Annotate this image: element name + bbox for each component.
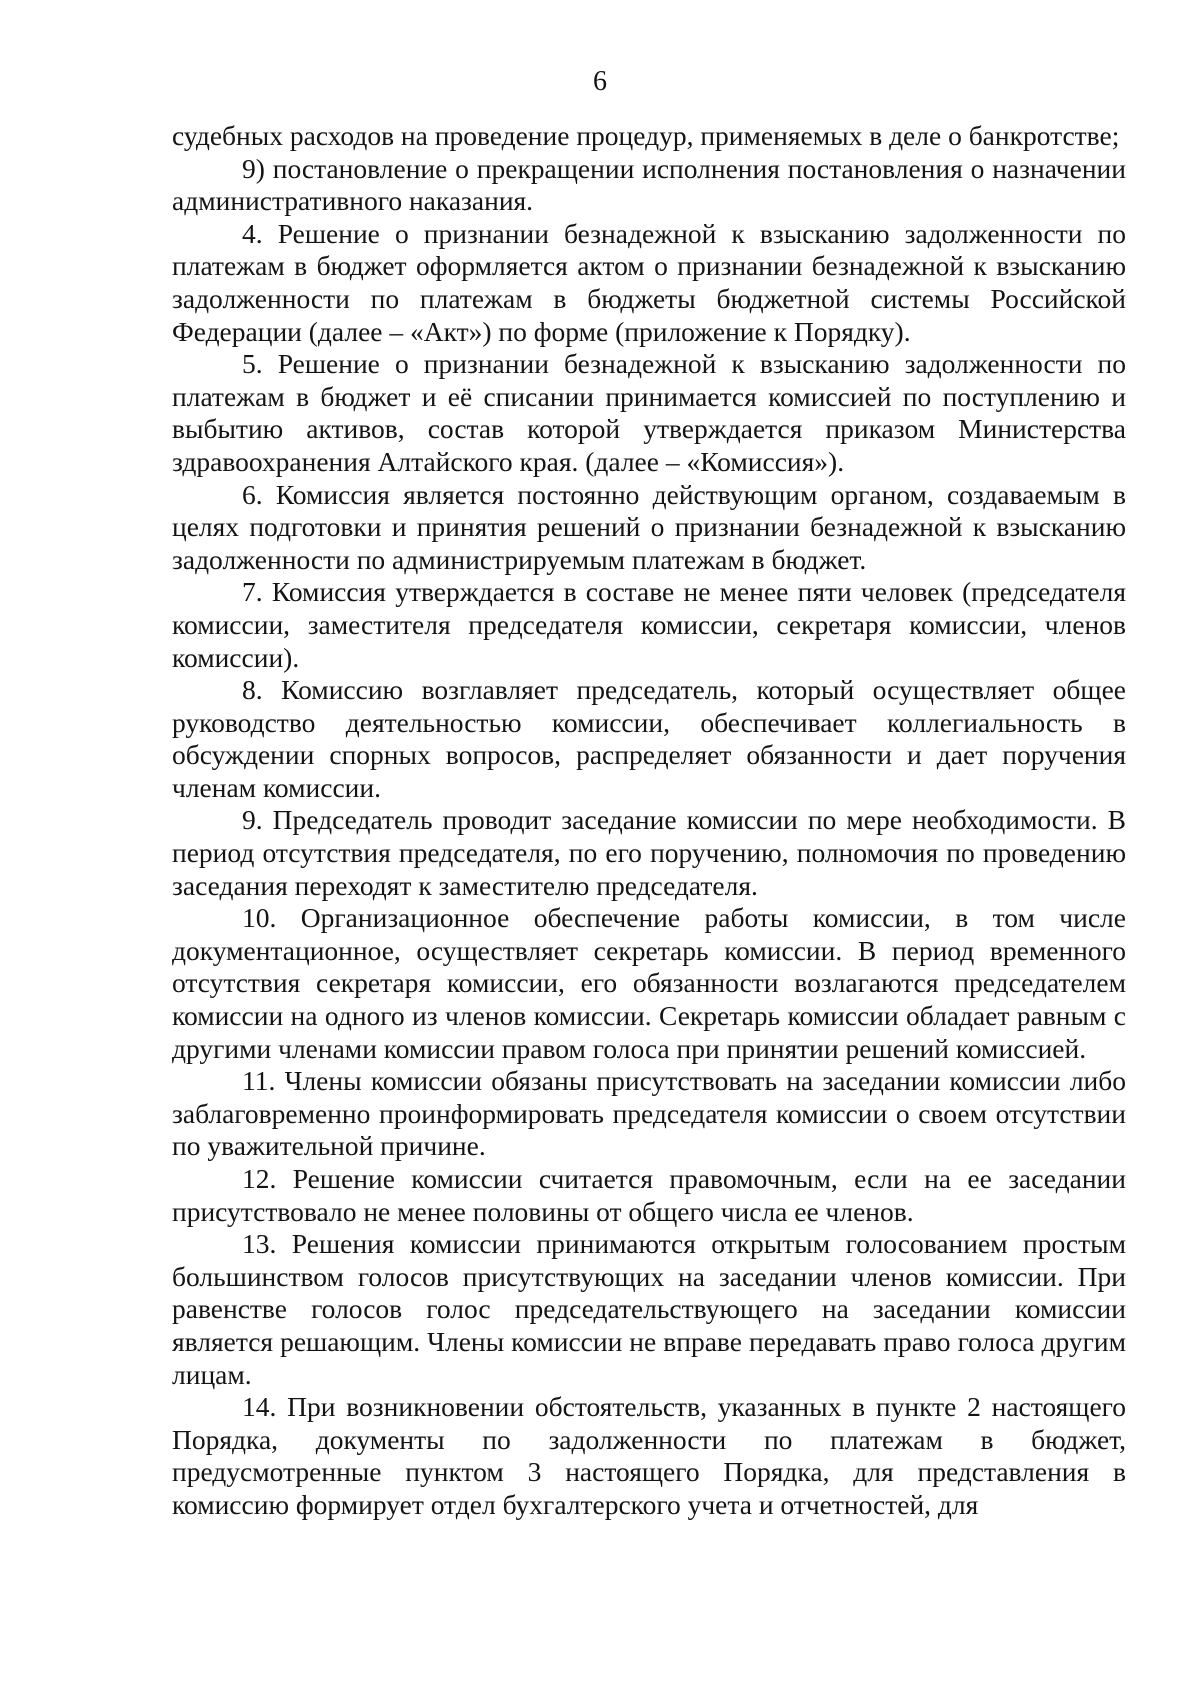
paragraph-10: 10. Организационное обеспечение работы комиссии, в том числе документационное, осуществляет секретарь комиссии. В период временного отсутствия секретаря комиссии, его обязанности возлагаются председателем комиссии на одного из членов комиссии. Секретарь комиссии обладает равным с другими членами комиссии правом голоса при принятии решений комиссией. <box>172 902 1126 1064</box>
paragraph-12: 12. Решение комиссии считается правомочным, если на ее заседании присутствовало не менее половины от общего числа ее членов. <box>172 1163 1126 1227</box>
paragraph-4: 4. Решение о признании безнадежной к взысканию задолженности по платежам в бюджет оформляется актом о признании безнадежной к взысканию задолженности по платежам в бюджеты бюджетной системы Российской Федерации (далее – «Акт») по форме (приложение к Порядку). <box>172 217 1126 347</box>
paragraph-continuation: судебных расходов на проведение процедур, применяемых в деле о банкротстве; <box>172 120 1120 151</box>
paragraph-5: 5. Решение о признании безнадежной к взысканию задолженности по платежам в бюджет и её списании принимается комиссией по поступлению и выбытию активов, состав которой утверждается приказом Министерства здравоохранения Алтайского края. (далее – «Комиссия»). <box>172 348 1126 477</box>
paragraph-6: 6. Комиссия является постоянно действующим органом, создаваемым в целях подготовки и принятия решений о признании безнадежной к взысканию задолженности по администрируемым платежам в бюджет. <box>172 478 1126 575</box>
paragraph-14: 14. При возникновении обстоятельств, указанных в пункте 2 настоящего Порядка, документы по задолженности по платежам в бюджет, предусмотренные пунктом 3 настоящего Порядка, для представления в комиссию формирует отдел бухгалтерского учета и отчетностей, для <box>172 1391 1126 1520</box>
paragraph-7: 7. Комиссия утверждается в составе не менее пяти человек (председателя комиссии, заместителя председателя комиссии, секретаря комиссии, членов комиссии). <box>172 576 1126 673</box>
paragraph-8: 8. Комиссию возглавляет председатель, который осуществляет общее руководство деятельностью комиссии, обеспечивает коллегиальность в обсуждении спорных вопросов, распределяет обязанности и дает поручения членам комиссии. <box>172 674 1126 803</box>
document-body <box>172 120 1126 1522</box>
paragraph-9: 9. Председатель проводит заседание комиссии по мере необходимости. В период отсутствия председателя, по его поручению, полномочия по проведению заседания переходят к заместителю председателя. <box>172 804 1126 901</box>
page-number: 6 <box>593 66 607 97</box>
paragraph-11: 11. Члены комиссии обязаны присутствовать на заседании комиссии либо заблаговременно проинформировать председателя комиссии о своем отсутствии по уважительной причине. <box>172 1065 1126 1162</box>
paragraph-13: 13. Решения комиссии принимаются открытым голосованием простым большинством голосов присутствующих на заседании членов комиссии. При равенстве голосов голос председательствующего на заседании комиссии является решающим. Члены комиссии не вправе передавать право голоса другим лицам. <box>172 1228 1126 1390</box>
paragraph-item-9: 9) постановление о прекращении исполнения постановления о назначении административного наказания. <box>172 152 1126 217</box>
